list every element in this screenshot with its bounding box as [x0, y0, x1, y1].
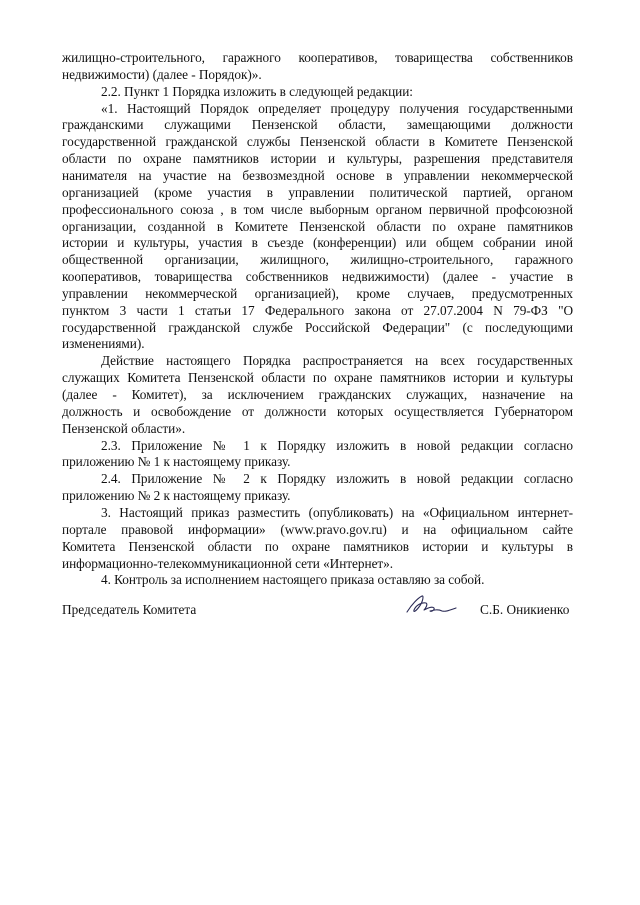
text-line: кооперативов, товарищества собственников недвижимости) (далее - участие в [62, 269, 573, 285]
text-line: управлении некоммерческой организацией), кроме случаев, предусмотренных [62, 285, 573, 301]
text-line: изменениями). [62, 336, 145, 352]
text-line: должность и освобождение от должности которых осуществляется Губернатором [62, 403, 573, 419]
text-line: 2.3. Приложение № 1 к Порядку изложить в новой редакции согласно [101, 437, 573, 453]
text-line: области по охране памятников истории и культуры, разрешения представителя [62, 151, 573, 167]
text-line: 2.2. Пункт 1 Порядка изложить в следующей редакции: [101, 83, 413, 99]
text-line: портале правовой информации» (www.pravo.gov.ru) и на официальном сайте [62, 521, 573, 537]
text-line: государственной гражданской службе Российской Федерации" (с последующими [62, 319, 573, 335]
text-line: Пензенской области». [62, 420, 186, 436]
text-line: организацией (кроме участия в управлении политической партией, органом [62, 184, 573, 200]
text-line: Комитета Пензенской области по охране памятников истории и культуры в [62, 538, 573, 554]
text-line: организации, созданной в Комитете Пензенской области по охране памятников [62, 218, 573, 234]
handwritten-signature [404, 590, 460, 620]
text-line: общественной организации, жилищного, жилищно-строительного, гаражного [62, 252, 573, 268]
signer-title: Председатель Комитета [62, 602, 197, 617]
text-line: пунктом 3 части 1 статьи 17 Федерального закона от 27.07.2004 N 79-ФЗ "О [62, 302, 573, 318]
text-line: Действие настоящего Порядка распространяется на всех государственных [101, 353, 573, 369]
text-line: «1. Настоящий Порядок определяет процедуру получения государственными [101, 100, 573, 116]
text-line: 2.4. Приложение № 2 к Порядку изложить в новой редакции согласно [101, 471, 573, 487]
text-line: недвижимости) (далее - Порядок)». [62, 66, 262, 82]
text-line: 4. Контроль за исполнением настоящего приказа оставляю за собой. [101, 572, 485, 588]
text-line: приложению № 2 к настоящему приказу. [62, 488, 291, 504]
text-line: жилищно-строительного, гаражного кооперативов, товарищества собственников [62, 50, 573, 65]
text-line: 3. Настоящий приказ разместить (опубликовать) на «Официальном интернет- [101, 504, 573, 520]
text-line: профессионального союза , в том числе выборным органом первичной профсоюзной [62, 201, 573, 217]
text-line: нанимателя на участие на безвозмездной основе в управлении некоммерческой [62, 167, 573, 183]
text-line: информационно-телекоммуникационной сети «Интернет». [62, 555, 394, 571]
text-line: служащих Комитета Пензенской области по охране памятников истории и культуры [62, 370, 573, 386]
text-line: истории и культуры, участия в съезде (конференции) или общем собрании иной [62, 235, 573, 251]
signer-name: С.Б. Оникиенко [480, 602, 570, 617]
text-line: гражданскими служащими Пензенской области, замещающими должности [62, 117, 573, 133]
text-line: (далее - Комитет), за исключением гражданских служащих, назначение на [62, 387, 573, 402]
text-line: приложению № 1 к настоящему приказу. [62, 454, 291, 470]
text-line: государственной гражданской службы Пензенской области в Комитете Пензенской [62, 134, 573, 150]
